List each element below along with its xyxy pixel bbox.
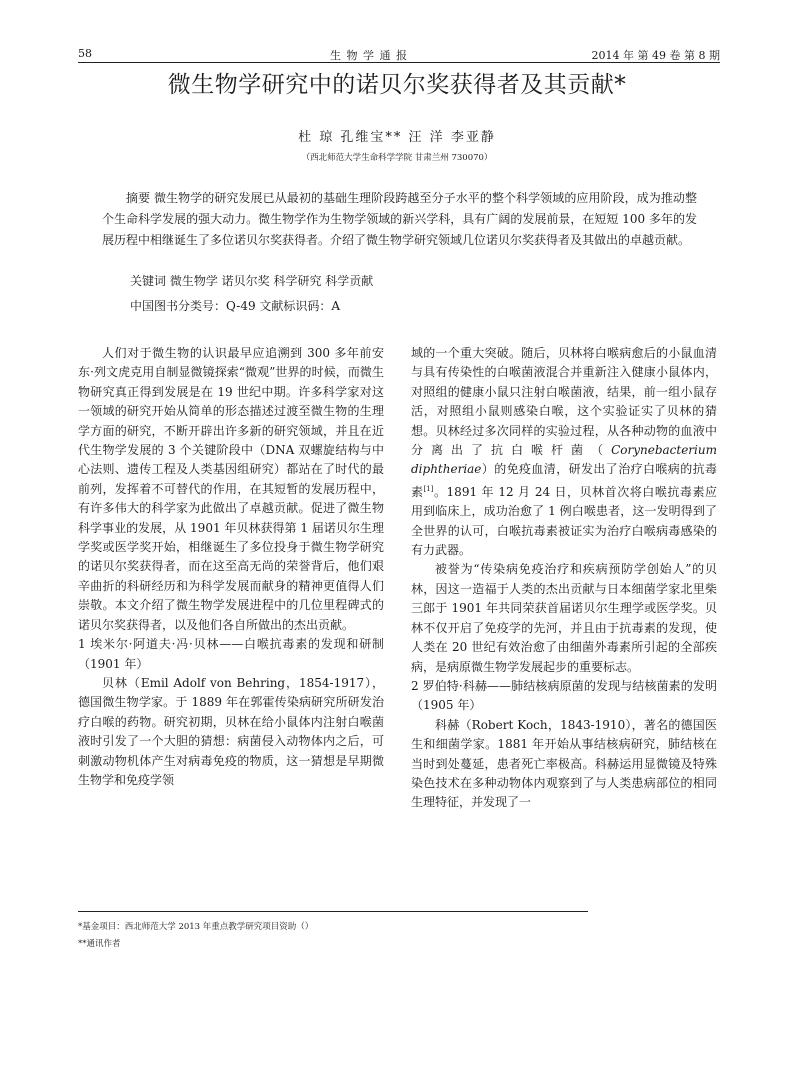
section-heading-2: 2 罗伯特·科赫——肺结核病原菌的发现与结核菌素的发明（1905 年） <box>411 678 717 713</box>
footnote-corresponding: **通讯作者 <box>78 939 121 949</box>
abstract <box>102 188 697 251</box>
body-column-left <box>78 344 384 790</box>
journal-name: 生 物 学 通 报 <box>330 49 408 62</box>
body-column-right <box>411 344 717 813</box>
paragraph-behring-legacy: 被誉为“传染病免疫治疗和疾病预防学创始人”的贝林，因这一造福于人类的杰出贡献与日本细菌学家北里柴三郎于 1901 年共同荣获首届诺贝尔生理学或医学奖。贝林不仅开启了免疫学的先河，并且由于抗毒素的发现，使人类在 20 世纪有效治愈了由细菌外毒素所引起的全部疾病，是病原微生物学发展起步的重要标志。 <box>411 562 717 674</box>
paragraph-behring-continued <box>411 344 717 560</box>
paragraph-koch: 科赫（Robert Koch，1843-1910），著名的德国医生和细菌学家。1881 年开始从事结核病研究，肺结核在当时到处蔓延，患者死亡率极高。科赫运用显微镜及特殊染色技术在多种动物体内观察到了与人类患病部位的相同生理特征，并发现了一 <box>411 717 717 810</box>
text-span: 。1891 年 12 月 24 日，贝林首次将白喉抗毒素应用到临床上，成功治愈了 1 例白喉患者，这一发明得到了全世界的认可，白喉抗毒素被证实为治疗白喉病毒感染的有力武器。 <box>411 484 717 558</box>
section-heading-1: 1 埃米尔·阿道夫·冯·贝林——白喉抗毒素的发现和研制（1901 年） <box>78 637 384 671</box>
citation-ref: [1] <box>423 484 434 493</box>
keywords: 关键词 微生物学 诺贝尔奖 科学研究 科学贡献 <box>130 274 374 288</box>
paragraph-intro: 人们对于微生物的认识最早应追溯到 300 多年前安东·列文虎克用自制显微镜探索“微观”世界的时候，而微生物研究真正得到发展是在 19 世纪中期。许多科学家对这一领域的研究开始从简单的形态描述过渡至微生物的生理学方面的研究，不断开辟出许多新的研究领域，并且在近代生物学发展的 3 个关键阶段中（DNA 双螺旋结构与中心法则、遗传工程及人类基因组研究）都站在了时代的最前列，发挥着不可替代的作用，在其短暂的发展历程中，有许多伟大的科学家为此做出了卓越贡献。促进了微生物科学事业的发展，从 1901 年贝林获得第 1 届诺贝尔生理学奖或医学奖开始，相继诞生了多位投身于微生物学研究的诺贝尔奖获得者，而在这至高无尚的荣誉背后，他们艰辛曲折的科研经历和为科学发展而献身的精神更值得人们崇敬。本文介绍了微生物学发展进程中的几位里程碑式的诺贝尔奖获得者，以及他们各自所做出的杰出贡献。 <box>78 346 384 632</box>
author-list: 杜 琼 孔维宝** 汪 洋 李亚静 <box>298 130 496 145</box>
abstract-text: 摘要 微生物学的研究发展已从最初的基础生理阶段跨越至分子水平的整个科学领域的应用阶段，成为推动整个生命科学发展的强大动力。微生物学作为生物学领域的新兴学科，具有广阔的发展前景，在短短 100 多年的发展历程中相继诞生了多位诺贝尔奖获得者。介绍了微生物学研究领域几位诺贝尔奖获得者及其做出的卓越贡献。 <box>102 191 697 247</box>
paragraph-behring: 贝林（Emil Adolf von Behring，1854-1917），德国微生物学家。于 1889 年在郭霍传染病研究所研发治疗白喉的药物。研究初期，贝林在给小鼠体内注射白喉菌液时引发了一个大胆的猜想：病菌侵入动物体内之后，可刺激动物机体产生对病毒免疫的物质，这一猜想是早期微生物学和免疫学领 <box>78 675 384 787</box>
footnote-rule <box>78 911 588 912</box>
issue-info: 2014 年 第 49 卷 第 8 期 <box>591 49 720 62</box>
species-name: Corynebacterium diphtheriae <box>411 443 717 477</box>
affiliation: （西北师范大学生命科学学院 甘肃兰州 730070） <box>301 153 493 163</box>
header-rule <box>78 62 720 63</box>
page-number: 58 <box>78 47 92 60</box>
text-span: 域的一个重大突破。随后，贝林将白喉病愈后的小鼠血清与具有传染性的白喉菌液混合并重新注入健康小鼠体内，对照组的健康小鼠只注射白喉菌液，结果，前一组小鼠存活，对照组小鼠则感染白喉，这个实验证实了贝林的猜想。贝林经过多次同样的实验过程，从各种动物的血液中分离出了抗白喉杆菌（ <box>411 346 717 458</box>
text-span: ）的免疫血清，研发出了治疗白喉病的抗毒素 <box>411 462 717 499</box>
classification: 中国图书分类号：Q-49 文献标识码：A <box>130 299 341 313</box>
article-title: 微生物学研究中的诺贝尔奖获得者及其贡献* <box>167 72 627 98</box>
footnote-fund: *基金项目：西北师范大学 2013 年重点教学研究项目资助（） <box>78 922 314 932</box>
